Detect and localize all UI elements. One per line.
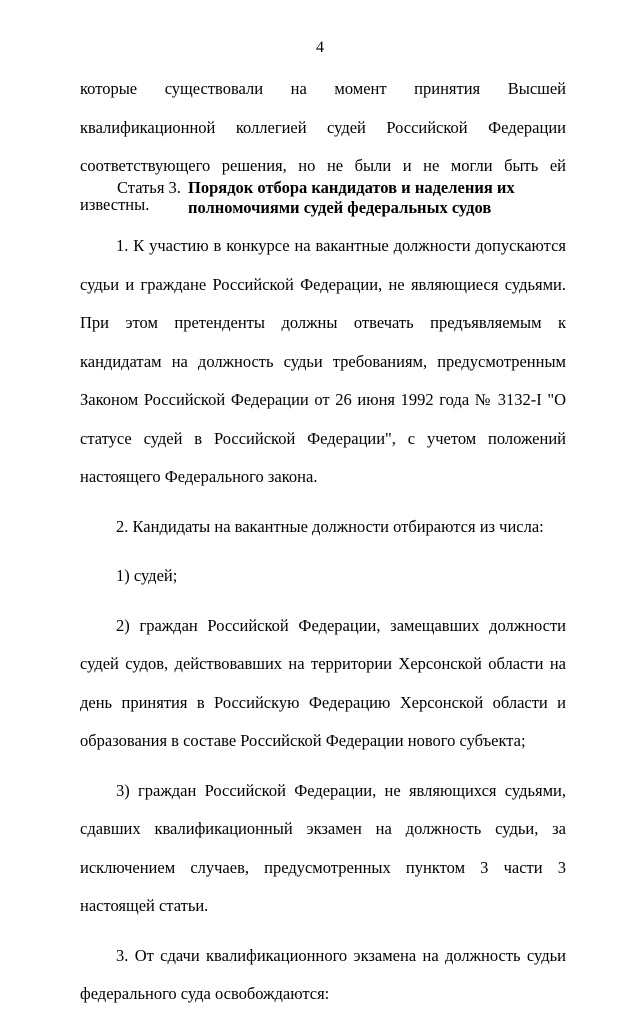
- article-title-line-1: Порядок отбора кандидатов и наделения их: [188, 178, 515, 197]
- paragraph-2-item-1: 1) судей;: [116, 566, 178, 585]
- article-title-line-2: полномочиями судей федеральных судов: [188, 198, 492, 217]
- intro-paragraph: которые существовали на момент принятия Высшей квалификационной коллегией судей Российской Федерации соответствующего решения, но не были и не могли быть ей известны.: [80, 79, 566, 214]
- article-heading: [117, 178, 537, 218]
- paragraph-2-item-2: 2) граждан Российской Федерации, замещавших должности судей судов, действовавших на территории Херсонской области на день принятия в Российскую Федерацию Херсонской области и образования в составе Российской Федерации нового субъекта;: [80, 615, 566, 750]
- paragraph-2-item-3: 3) граждан Российской Федерации, не являющихся судьями, сдавших квалификационный экзамен на должность судьи, за исключением случаев, предусмотренных пунктом 3 части 3 настоящей статьи.: [80, 780, 566, 915]
- paragraph-2: 2. Кандидаты на вакантные должности отбираются из числа:: [116, 516, 544, 536]
- paragraph-1: 1. К участию в конкурсе на вакантные должности допускаются судьи и граждане Российской Федерации, не являющиеся судьями. При этом претенденты должны отвечать предъявляемым к кандидатам на должность судьи требованиям, предусмотренным Законом Российской Федерации от 26 июня 1992 года № 3132-I "О статусе судей в Российской Федерации", с учетом положений настоящего Федерального закона.: [80, 236, 566, 486]
- page-number: 4: [316, 39, 324, 56]
- paragraph-3: 3. От сдачи квалификационного экзамена на должность судьи федерального суда освобождаются:: [80, 945, 566, 1003]
- article-number: Статья 3.: [117, 178, 181, 197]
- document-body-article: [80, 227, 566, 1014]
